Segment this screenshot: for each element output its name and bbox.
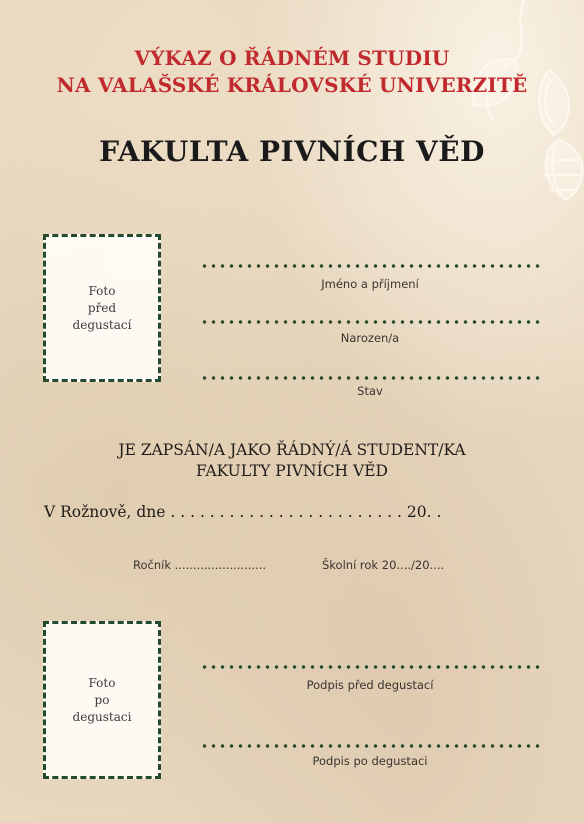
- document-header: [0, 45, 584, 99]
- signature-after-dotted-line[interactable]: [200, 744, 540, 748]
- enrollment-statement: [0, 440, 584, 482]
- signature-after-label: Podpis po degustaci: [312, 754, 428, 768]
- faculty-title: FAKULTA PIVNÍCH VĚD: [99, 135, 485, 168]
- signature-before-dotted-line[interactable]: [200, 665, 540, 669]
- school-year-field[interactable]: Školní rok 20..../20....: [322, 558, 445, 572]
- header-line-1: VÝKAZ O ŘÁDNÉM STUDIU: [134, 46, 450, 70]
- status-dotted-line[interactable]: [200, 376, 540, 380]
- date-line[interactable]: V Rožnově, dne . . . . . . . . . . . . . . . . . . . . . . . . 20. .: [44, 503, 442, 521]
- name-label: Jméno a příjmení: [321, 277, 419, 291]
- photo-before-label: Foto před degustací: [72, 283, 132, 332]
- born-dotted-line[interactable]: [200, 320, 540, 324]
- photo-before-tasting-box[interactable]: [43, 234, 161, 382]
- header-line-2: NA VALAŠSKÉ KRÁLOVSKÉ UNIVERZITĚ: [56, 73, 528, 97]
- born-label: Narozen/a: [340, 331, 400, 345]
- year-field[interactable]: Ročník .........................: [133, 558, 267, 572]
- enrollment-line-1: JE ZAPSÁN/A JAKO ŘÁDNÝ/Á STUDENT/KA: [118, 441, 466, 459]
- signature-before-label: Podpis před degustací: [306, 678, 434, 692]
- photo-after-label: Foto po degustaci: [72, 675, 132, 724]
- status-label: Stav: [357, 384, 383, 398]
- name-dotted-line[interactable]: [200, 264, 540, 268]
- photo-after-tasting-box[interactable]: [43, 621, 161, 779]
- enrollment-line-2: FAKULTY PIVNÍCH VĚD: [196, 462, 388, 480]
- hops-icon: [454, 0, 584, 220]
